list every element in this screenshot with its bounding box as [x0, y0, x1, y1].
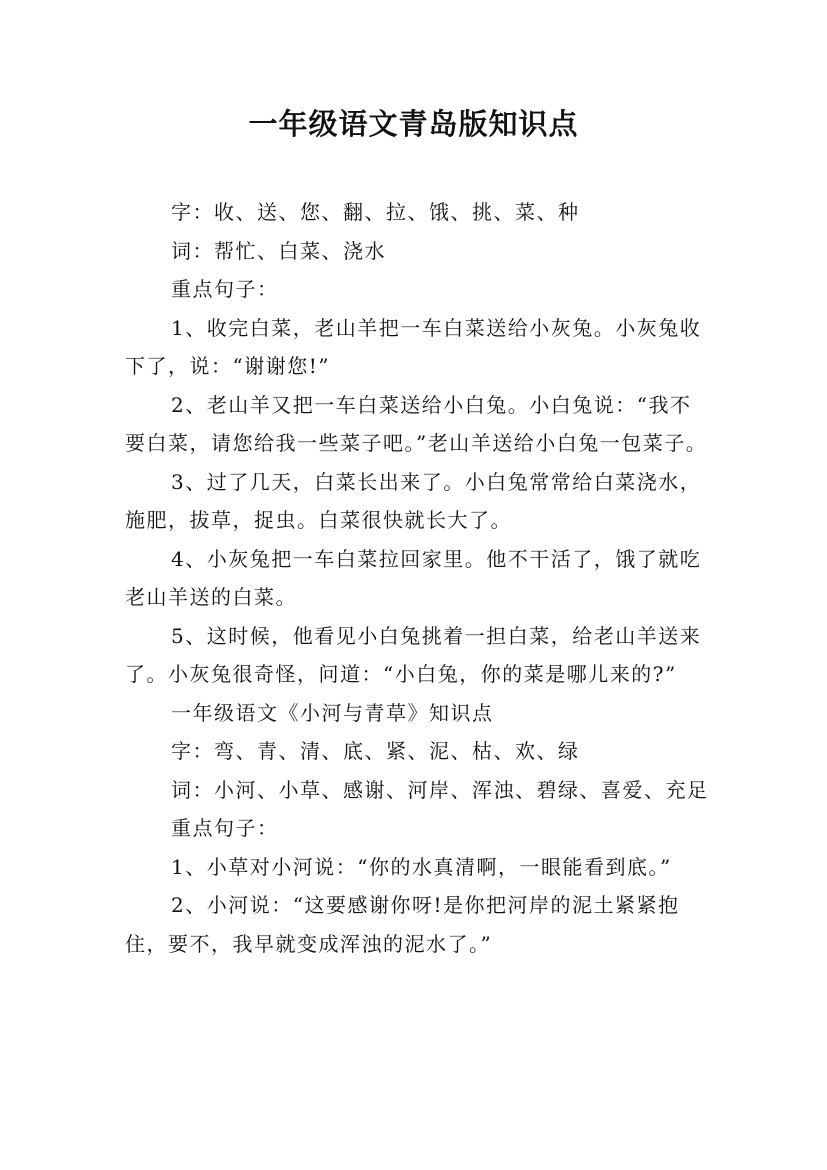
paragraph-sentence-4: 4、小灰兔把一车白菜拉回家里。他不干活了，饿了就吃老山羊送的白菜。 [125, 546, 702, 609]
paragraph-sentence-5: 5、这时候，他看见小白兔挑着一担白菜，给老山羊送来了。小灰兔很奇怪，问道：“小白兔，你的菜是哪儿来的?” [125, 623, 702, 686]
paragraph-river-sentence-2: 2、小河说：“这要感谢你呀!是你把河岸的泥土紧紧抱住，要不，我早就变成浑浊的泥水了。” [125, 893, 680, 956]
paragraph-words-2: 词：小河、小草、感谢、河岸、浑浊、碧绿、喜爱、充足 [171, 777, 709, 802]
paragraph-sentence-2: 2、老山羊又把一车白菜送给小白兔。小白兔说：“我不要白菜，请您给我一些菜子吧。”老山羊送给小白兔一包菜子。 [125, 392, 708, 455]
paragraph-sentence-1: 1、收完白菜，老山羊把一车白菜送给小灰兔。小灰兔收下了，说：“谢谢您!” [125, 315, 702, 378]
section-heading-river-and-grass: 一年级语文《小河与青草》知识点 [171, 700, 494, 725]
paragraph-key-sentences-heading-1: 重点句子： [171, 277, 279, 301]
paragraph-words-1: 词：帮忙、白菜、浇水 [171, 238, 386, 263]
paragraph-sentence-3: 3、过了几天，白菜长出来了。小白兔常常给白菜浇水，施肥，拔草，捉虫。白菜很快就长大了。 [125, 469, 702, 532]
document-body [125, 193, 709, 963]
paragraph-characters-2: 字：弯、青、清、底、紧、泥、枯、欢、绿 [171, 739, 580, 763]
paragraph-river-sentence-1: 1、小草对小河说：“你的水真清啊，一眼能看到底。” [171, 854, 672, 879]
paragraph-characters-1: 字：收、送、您、翻、拉、饿、挑、菜、种 [171, 200, 580, 224]
document-title: 一年级语文青岛版知识点 [248, 107, 579, 141]
paragraph-key-sentences-heading-2: 重点句子： [171, 816, 279, 840]
